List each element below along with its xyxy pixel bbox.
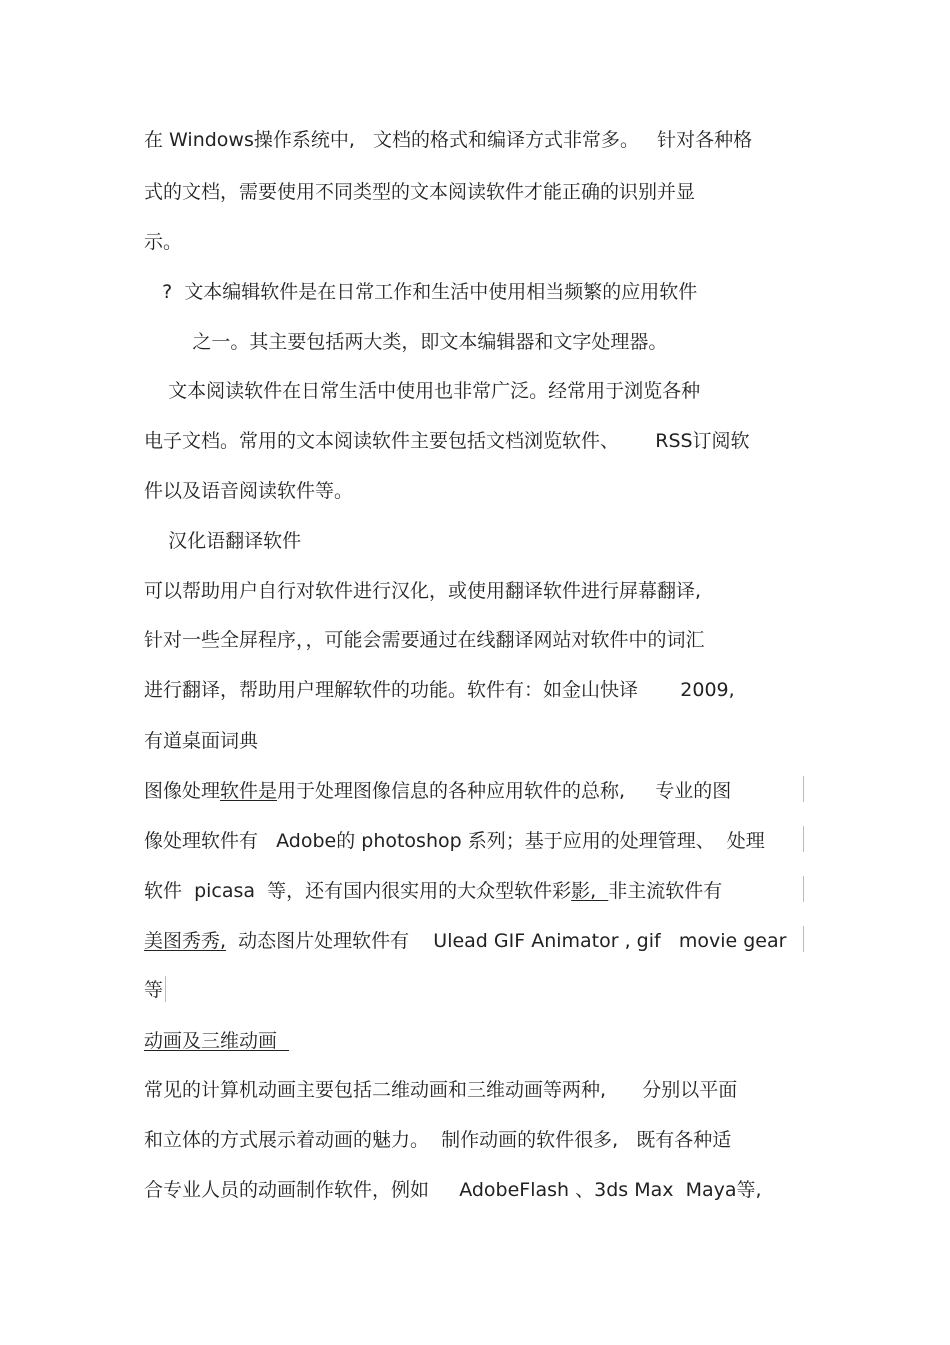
underlined-text: 软件是 [220, 780, 278, 802]
section-heading: 动画及三维动画 [144, 1030, 290, 1052]
paragraph-line: 有道桌面词典 [144, 730, 259, 752]
paragraph-line: 示。 [144, 231, 183, 253]
paragraph-line: 和立体的方式展示着动画的魅力。 制作动画的软件很多, 既有各种适 [144, 1129, 732, 1151]
paragraph-line: 常见的计算机动画主要包括二维动画和三维动画等两种, 分别以平面 [144, 1079, 738, 1101]
section-heading: 汉化语翻译软件 [144, 530, 302, 552]
text-span: 图像处理 [144, 780, 221, 802]
paragraph-line: 式的文档，需要使用不同类型的文本阅读软件才能正确的识别并显 [144, 181, 696, 203]
table-border-line [803, 876, 804, 902]
table-border-line [803, 776, 804, 802]
paragraph-line: 等 [144, 979, 164, 1001]
underlined-text: 美图秀秀, [144, 930, 227, 952]
paragraph-line: 可以帮助用户自行对软件进行汉化，或使用翻译软件进行屏幕翻译, [144, 580, 702, 602]
text-span: 软件 picasa 等，还有国内很实用的大众型软件彩 [144, 880, 572, 902]
paragraph-line [144, 879, 722, 903]
text-span: 非主流软件有 [608, 880, 723, 902]
paragraph-line: 针对一些全屏程序，，可能会需要通过在线翻译网站对软件中的词汇 [144, 629, 705, 651]
paragraph-line [144, 779, 731, 803]
table-border-line [165, 976, 166, 1002]
text-span: 用于处理图像信息的各种应用软件的总称, 专业的图 [277, 780, 732, 802]
paragraph-line: 进行翻译，帮助用户理解软件的功能。软件有：如金山快译 2009, [144, 679, 735, 701]
paragraph-line: 合专业人员的动画制作软件，例如 AdobeFlash 、3ds Max Maya等, [144, 1179, 762, 1201]
paragraph-line: 像处理软件有 Adobe的 photoshop 系列；基于应用的处理管理、 处理 [144, 830, 765, 852]
paragraph-line [144, 929, 786, 953]
paragraph-line: 件以及语音阅读软件等。 [144, 480, 354, 502]
table-border-line [803, 826, 804, 852]
text-span: 动态图片处理软件有 Ulead GIF Animator , gif movie gear [226, 930, 787, 952]
underlined-text: 影, [571, 880, 609, 902]
paragraph-line: 在 Windows操作系统中, 文档的格式和编译方式非常多。 针对各种格 [144, 129, 753, 151]
table-border-line [803, 926, 804, 952]
bullet-line: ? 文本编辑软件是在日常工作和生活中使用相当频繁的应用软件 [144, 281, 698, 303]
paragraph-line: 电子文档。常用的文本阅读软件主要包括文档浏览软件、 RSS订阅软 [144, 430, 750, 452]
paragraph-line: 文本阅读软件在日常生活中使用也非常广泛。经常用于浏览各种 [144, 380, 701, 402]
bullet-continuation-line: 之一。其主要包括两大类，即文本编辑器和文字处理器。 [144, 331, 668, 353]
